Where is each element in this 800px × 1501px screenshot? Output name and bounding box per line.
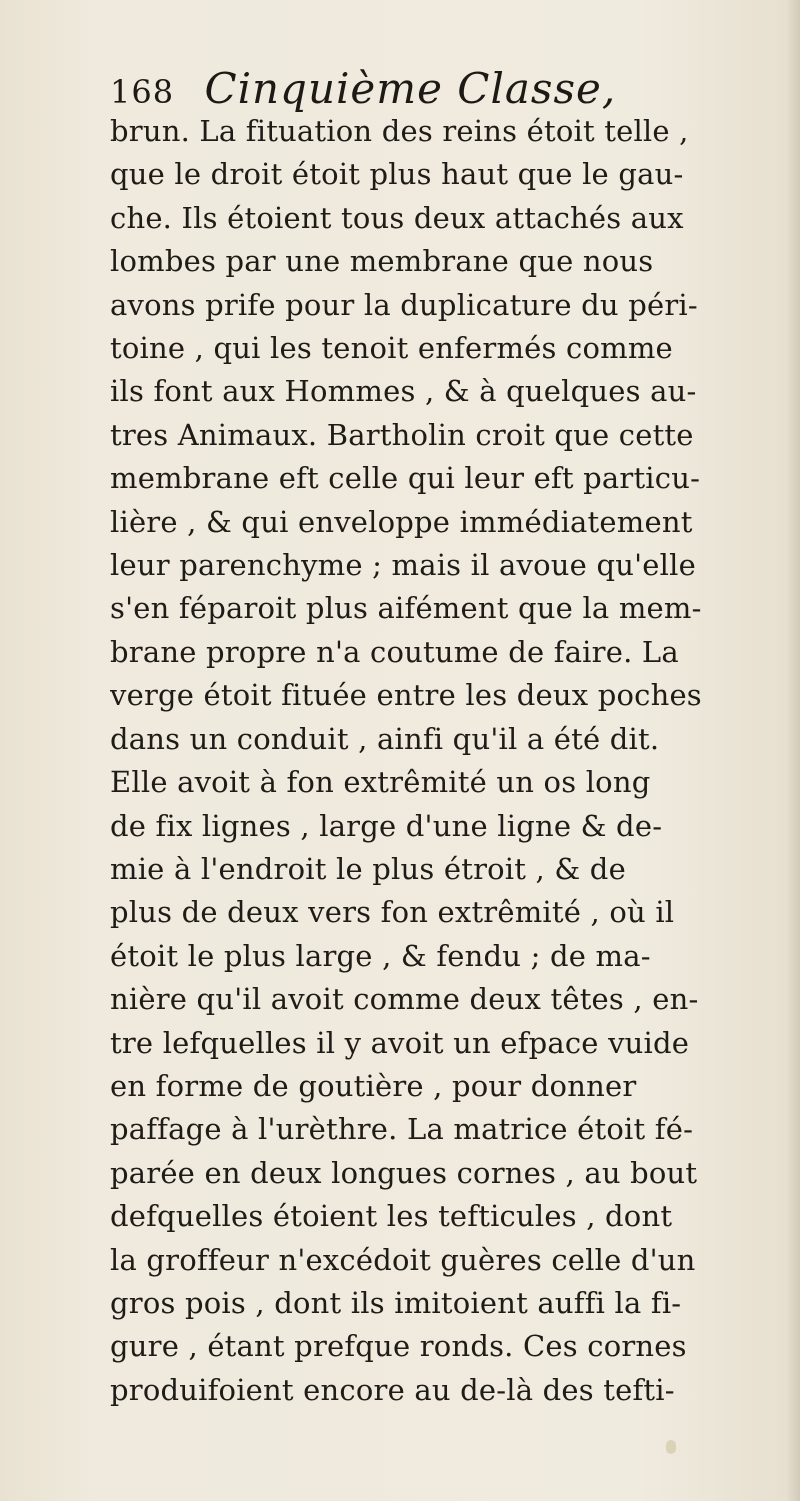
- text-line: étoit le plus large , & fendu ; de ma-: [110, 938, 651, 973]
- text-line: s'en féparoit plus aifément que la mem-: [110, 591, 702, 626]
- text-line: toine , qui les tenoit enfermés comme: [110, 331, 673, 366]
- running-head: Cinquième Classe,: [204, 64, 617, 113]
- text-line: leur parenchyme ; mais il avoue qu'elle: [110, 548, 696, 583]
- text-line: en forme de goutière , pour donner: [110, 1068, 637, 1103]
- text-line: brane propre n'a coutume de faire. La: [110, 634, 679, 669]
- text-line: que le droit étoit plus haut que le gau-: [110, 157, 684, 192]
- text-line: nière qu'il avoit comme deux têtes , en-: [110, 982, 699, 1017]
- text-line: brun. La fituation des reins étoit telle ,: [110, 114, 689, 148]
- body-text: [110, 110, 730, 1412]
- page-number: 168: [110, 73, 175, 111]
- text-line: lombes par une membrane que nous: [110, 244, 654, 279]
- text-line: plus de deux vers fon extrêmité , où il: [110, 895, 675, 930]
- text-line: che. Ils étoient tous deux attachés aux: [110, 200, 684, 235]
- text-line: paffage à l'urèthre. La matrice étoit fé-: [110, 1112, 694, 1147]
- text-line: dans un conduit , ainfi qu'il a été dit.: [110, 721, 660, 756]
- text-line: la groffeur n'excédoit guères celle d'un: [110, 1242, 696, 1277]
- text-line: tres Animaux. Bartholin croit que cette: [110, 417, 694, 452]
- text-line: parée en deux longues cornes , au bout: [110, 1155, 698, 1190]
- text-line: gros pois , dont ils imitoient auffi la fi-: [110, 1285, 682, 1320]
- text-line: verge étoit fituée entre les deux poches: [110, 678, 702, 713]
- text-line: mie à l'endroit le plus étroit , & de: [110, 851, 626, 886]
- paper-stain-mark: [666, 1440, 676, 1454]
- text-line: avons prife pour la duplicature du péri-: [110, 287, 698, 322]
- text-line: produifoient encore au de-là des tefti-: [110, 1372, 675, 1407]
- text-line: gure , étant prefque ronds. Ces cornes: [110, 1329, 687, 1364]
- text-line: Elle avoit à fon extrêmité un os long: [110, 765, 651, 800]
- text-line: tre lefquelles il y avoit un efpace vuide: [110, 1025, 690, 1060]
- page-edge-shadow: [786, 0, 800, 1501]
- text-line: membrane eft celle qui leur eft particu-: [110, 461, 701, 496]
- text-line: lière , & qui enveloppe immédiatement: [110, 504, 693, 539]
- text-line: ils font aux Hommes , & à quelques au-: [110, 374, 697, 409]
- text-line: de fix lignes , large d'une ligne & de-: [110, 808, 663, 843]
- text-line: defquelles étoient les tefticules , dont: [110, 1199, 673, 1234]
